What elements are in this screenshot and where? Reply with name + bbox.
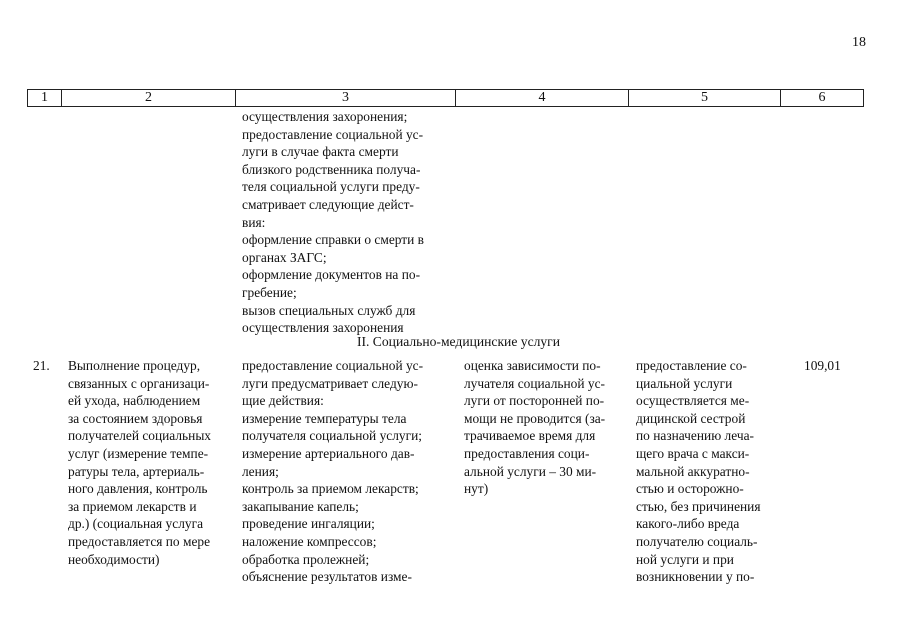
row-number: 21. <box>33 358 50 373</box>
text-line: вия: <box>242 214 266 230</box>
text-line: осуществления захоронения; <box>242 109 408 124</box>
text-line: предоставления соци- <box>464 445 590 461</box>
text-line: необходимости) <box>68 551 160 567</box>
text-line: нут) <box>464 481 489 497</box>
text-line: оценка зависимости по- <box>464 358 601 373</box>
text-line: за состоянием здоровья <box>68 410 203 426</box>
text-line: ной услуги и при <box>636 551 734 567</box>
text-line: за приемом лекарств и <box>68 498 197 514</box>
text-line: органах ЗАГС; <box>242 249 327 265</box>
page-number: 18 <box>852 35 866 50</box>
text-line: наложение компрессов; <box>242 533 377 549</box>
text-line: осуществляется ме- <box>636 393 750 409</box>
text-line: альной услуги – 30 ми- <box>464 463 597 479</box>
text-line: предоставление социальной ус- <box>242 358 424 373</box>
text-line: оформление документов на по- <box>242 267 421 283</box>
text-line: гребение; <box>242 284 297 300</box>
text-line: услуг (измерение темпе- <box>68 445 209 461</box>
dependency-assessment-cell <box>464 357 626 498</box>
text-line: др.) (социальная услуга <box>68 516 204 532</box>
text-line: ей ухода, наблюдением <box>68 393 201 409</box>
service-name-cell <box>68 357 231 568</box>
text-line: луги от посторонней по- <box>464 393 605 409</box>
text-line: оформление справки о смерти в <box>242 232 424 248</box>
header-row <box>28 90 864 107</box>
header-col-2: 2 <box>62 90 236 107</box>
continuation-col3 <box>242 108 452 337</box>
text-line: осуществления захоронения <box>242 320 404 336</box>
text-line: обработка пролежней; <box>242 551 370 567</box>
text-line: ного давления, контроль <box>68 481 208 497</box>
text-line: щего врача с макси- <box>636 445 750 461</box>
text-line: Выполнение процедур, <box>68 358 201 373</box>
section-title: II. Социально-медицинские услуги <box>356 334 561 349</box>
text-line: проведение ингаляции; <box>242 516 375 532</box>
text-line: возникновении у по- <box>636 569 755 585</box>
text-line: щие действия: <box>242 393 324 409</box>
text-line: по назначению леча- <box>636 428 754 444</box>
text-line: стью, без причинения <box>636 498 761 514</box>
text-line: ления; <box>242 463 279 479</box>
text-line: измерение температуры тела <box>242 410 407 426</box>
service-conditions-cell <box>636 357 776 586</box>
text-line: лучателя социальной ус- <box>464 375 605 391</box>
text-line: сматривает следующие дейст- <box>242 196 414 212</box>
text-line: вызов специальных служб для <box>242 302 416 318</box>
header-col-5: 5 <box>629 90 781 107</box>
text-line: предоставляется по мере <box>68 533 211 549</box>
header-col-6: 6 <box>781 90 864 107</box>
header-col-1: 1 <box>28 90 62 107</box>
text-line: луги предусматривает следую- <box>242 375 418 391</box>
column-header-table <box>27 89 864 107</box>
text-line: мощи не проводится (за- <box>464 410 606 426</box>
text-line: луги в случае факта смерти <box>242 144 399 160</box>
text-line: получателя социальной услуги; <box>242 428 422 444</box>
text-line: близкого родственника получа- <box>242 161 421 177</box>
text-line: предоставление со- <box>636 358 747 373</box>
text-line: циальной услуги <box>636 375 733 391</box>
text-line: получателей социальных <box>68 428 212 444</box>
header-col-4: 4 <box>456 90 629 107</box>
text-line: предоставление социальной ус- <box>242 126 424 142</box>
text-line: дицинской сестрой <box>636 410 746 426</box>
text-line: трачиваемое время для <box>464 428 596 444</box>
text-line: стью и осторожно- <box>636 481 744 497</box>
text-line: закапывание капель; <box>242 498 359 514</box>
text-line: измерение артериального дав- <box>242 445 415 461</box>
text-line: объяснение результатов изме- <box>242 569 412 585</box>
text-line: теля социальной услуги преду- <box>242 179 420 195</box>
header-col-3: 3 <box>236 90 456 107</box>
text-line: связанных с организаци- <box>68 375 210 391</box>
price-cell: 109,01 <box>804 358 841 373</box>
text-line: мальной аккуратно- <box>636 463 750 479</box>
text-line: ратуры тела, артериаль- <box>68 463 205 479</box>
text-line: какого-либо вреда <box>636 516 740 532</box>
text-line: получателю социаль- <box>636 533 758 549</box>
text-line: контроль за приемом лекарств; <box>242 481 419 497</box>
service-description-cell <box>242 357 452 586</box>
